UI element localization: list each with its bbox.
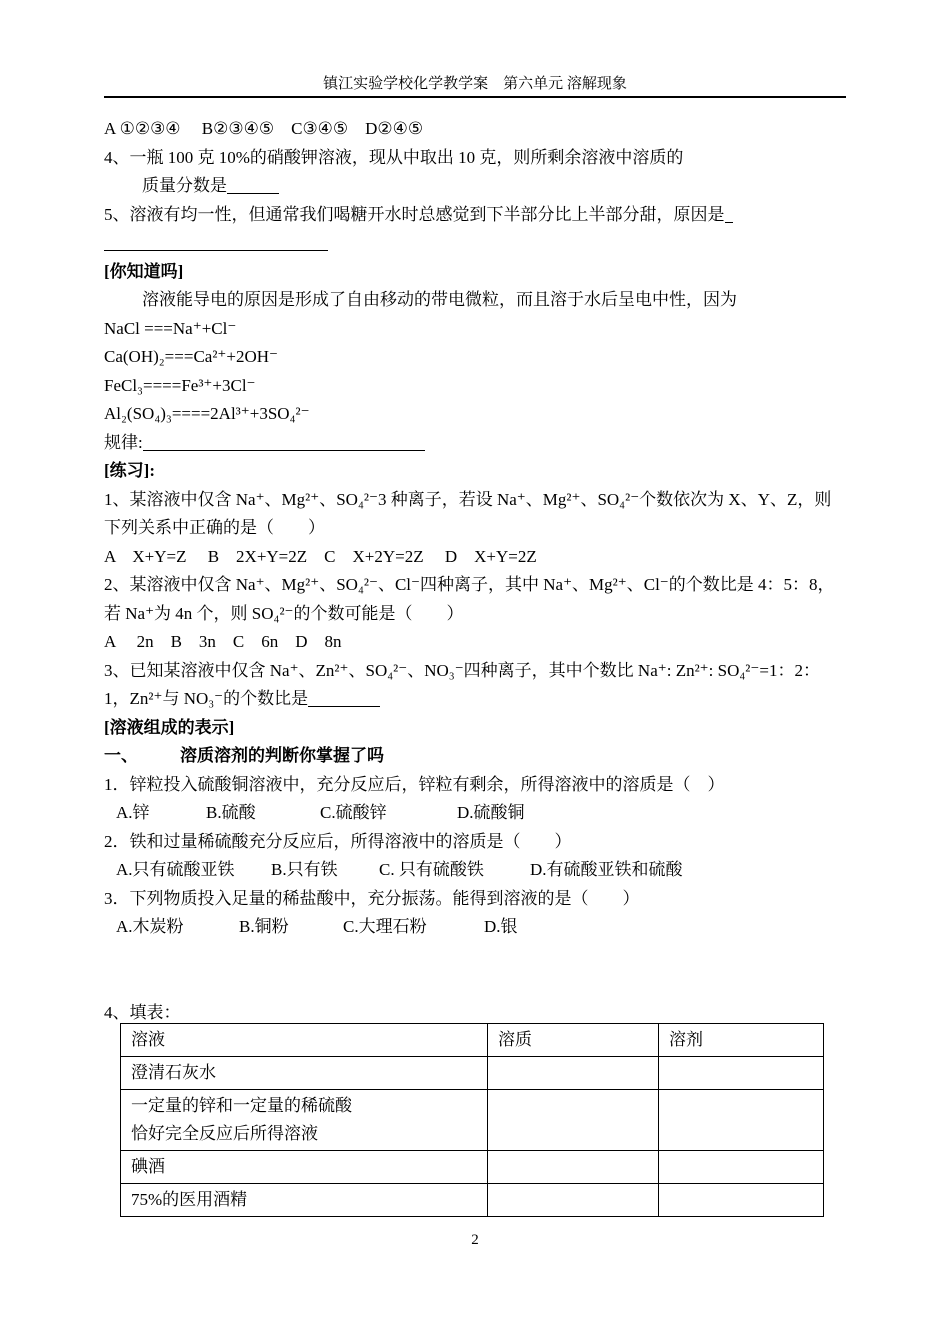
table-header-cell: 溶质 — [488, 1024, 659, 1057]
answer-blank[interactable] — [725, 204, 733, 223]
question-5-line2 — [104, 229, 849, 258]
subsection-title: 溶质溶剂的判断你掌握了吗 — [180, 746, 384, 765]
rule-label: 规律: — [104, 432, 143, 452]
page-number: 2 — [471, 1232, 479, 1248]
equation-al2so43: Al₂(SO₄)₃====2Al³⁺+3SO₄²⁻ — [104, 404, 310, 423]
option-a: A.只有硫酸亚铁 — [116, 860, 235, 879]
table-header-cell: 溶剂 — [659, 1024, 824, 1057]
table-row — [121, 1151, 824, 1184]
option-b: B.只有铁 — [271, 860, 338, 879]
page-header — [104, 74, 846, 98]
option-a: A.锌 — [116, 803, 150, 822]
question-5-text: 5、溶液有均一性，但通常我们喝糖开水时总感觉到下半部分比上半部分甜，原因是 — [104, 204, 725, 224]
composition-q1: 1．锌粒投入硫酸铜溶液中，充分反应后，锌粒有剩余，所得溶液中的溶质是（ ） — [104, 774, 725, 794]
table-cell-line: 一定量的锌和一定量的稀硫酸 — [131, 1096, 352, 1115]
option-a: A.木炭粉 — [116, 917, 184, 936]
practice-q3-line1: 3、已知某溶液中仅含 Na⁺、Zn²⁺、SO₄²⁻、NO₃⁻四种离子，其中个数比 Na⁺: Zn²⁺: SO₄²⁻=1：2： — [104, 660, 820, 680]
answer-blank[interactable] — [227, 175, 279, 194]
question-4-text: 质量分数是 — [142, 176, 227, 195]
composition-q2: 2．铁和过量稀硫酸充分反应后，所得溶液中的溶质是（ ） — [104, 831, 572, 851]
section-heading-know: [你知道吗] — [104, 261, 184, 281]
option-d: D.硫酸铜 — [457, 803, 525, 822]
practice-q3-text: 1，Zn²⁺与 NO₃⁻的个数比是 — [104, 689, 309, 708]
table-row — [121, 1057, 824, 1090]
practice-q1-line2: 下列关系中正确的是（ ） — [104, 518, 325, 537]
practice-q3-line2 — [104, 685, 849, 714]
table-cell-solution: 75%的医用酒精 — [121, 1184, 488, 1217]
table-cell-solution: 碘酒 — [121, 1151, 488, 1184]
table-row — [121, 1184, 824, 1217]
question-5-line1 — [104, 201, 849, 230]
composition-q1-options — [104, 799, 849, 828]
header-title: 镇江实验学校化学教学案 第六单元 溶解现象 — [323, 76, 627, 92]
rule-line — [104, 429, 849, 458]
practice-q2-line2: 若 Na⁺为 4n 个，则 SO₄²⁻的个数可能是（ ） — [104, 603, 464, 623]
table-cell-solvent[interactable] — [659, 1090, 824, 1151]
table-header-row — [121, 1024, 824, 1057]
table-cell-solution — [121, 1090, 488, 1151]
option-b: B.铜粉 — [239, 917, 289, 936]
fill-table — [120, 1023, 824, 1217]
section-heading-practice: [练习]: — [104, 461, 155, 480]
know-intro: 溶液能导电的原因是形成了自由移动的带电微粒，而且溶于水后呈电中性，因为 — [142, 290, 737, 309]
table-cell-line: 恰好完全反应后所得溶液 — [131, 1124, 318, 1143]
composition-q2-options — [104, 856, 849, 885]
section-heading-composition: [溶液组成的表示] — [104, 717, 235, 737]
table-cell-solvent[interactable] — [659, 1057, 824, 1090]
option-b: B.硫酸 — [206, 803, 256, 822]
table-cell-solute[interactable] — [488, 1184, 659, 1217]
practice-q2-line1: 2、某溶液中仅含 Na⁺、Mg²⁺、SO₄²⁻、Cl⁻四种离子，其中 Na⁺、Mg²⁺、Cl⁻的个数比是 4：5：8， — [104, 575, 835, 594]
answer-blank[interactable] — [104, 232, 328, 251]
question-4-line1: 4、一瓶 100 克 10%的硝酸钾溶液，现从中取出 10 克，则所剩余溶液中溶质的 — [104, 147, 684, 167]
answer-options: A ①②③④ B②③④⑤ C③④⑤ D②④⑤ — [104, 119, 424, 138]
table-cell-solute[interactable] — [488, 1057, 659, 1090]
composition-q4: 4、填表： — [104, 1002, 181, 1022]
option-c: C. 只有硫酸铁 — [379, 860, 484, 879]
table-cell-solvent[interactable] — [659, 1151, 824, 1184]
option-c: C.大理石粉 — [343, 917, 427, 936]
equation-nacl: NaCl ===Na⁺+Cl⁻ — [104, 318, 237, 338]
table-cell-solvent[interactable] — [659, 1184, 824, 1217]
option-d: D.银 — [484, 917, 518, 936]
rule-blank[interactable] — [143, 432, 425, 451]
answer-blank[interactable] — [308, 688, 380, 707]
table-header-cell: 溶液 — [121, 1024, 488, 1057]
equation-fecl3: FeCl₃====Fe³⁺+3Cl⁻ — [104, 375, 256, 395]
table-cell-solution: 澄清石灰水 — [121, 1057, 488, 1090]
subsection-heading — [104, 742, 849, 771]
composition-q3: 3．下列物质投入足量的稀盐酸中，充分振荡。能得到溶液的是（ ） — [104, 888, 640, 908]
document-body — [104, 115, 849, 1027]
practice-q2-options: A 2n B 3n C 6n D 8n — [104, 632, 342, 651]
equation-caoh2: Ca(OH)₂===Ca²⁺+2OH⁻ — [104, 347, 279, 366]
option-c: C.硫酸锌 — [320, 803, 387, 822]
table-row — [121, 1090, 824, 1151]
composition-q3-options — [104, 913, 849, 942]
question-4-line2 — [104, 172, 849, 201]
option-d: D.有硫酸亚铁和硫酸 — [530, 860, 683, 879]
table-cell-solute[interactable] — [488, 1151, 659, 1184]
table-cell-solute[interactable] — [488, 1090, 659, 1151]
practice-q1-options: A X+Y=Z B 2X+Y=2Z C X+2Y=2Z D X+Y=2Z — [104, 546, 537, 566]
subsection-number: 一、 — [104, 746, 138, 765]
practice-q1-line1: 1、某溶液中仅含 Na⁺、Mg²⁺、SO₄²⁻3 种离子，若设 Na⁺、Mg²⁺、SO₄²⁻个数依次为 X、Y、Z，则 — [104, 489, 832, 509]
